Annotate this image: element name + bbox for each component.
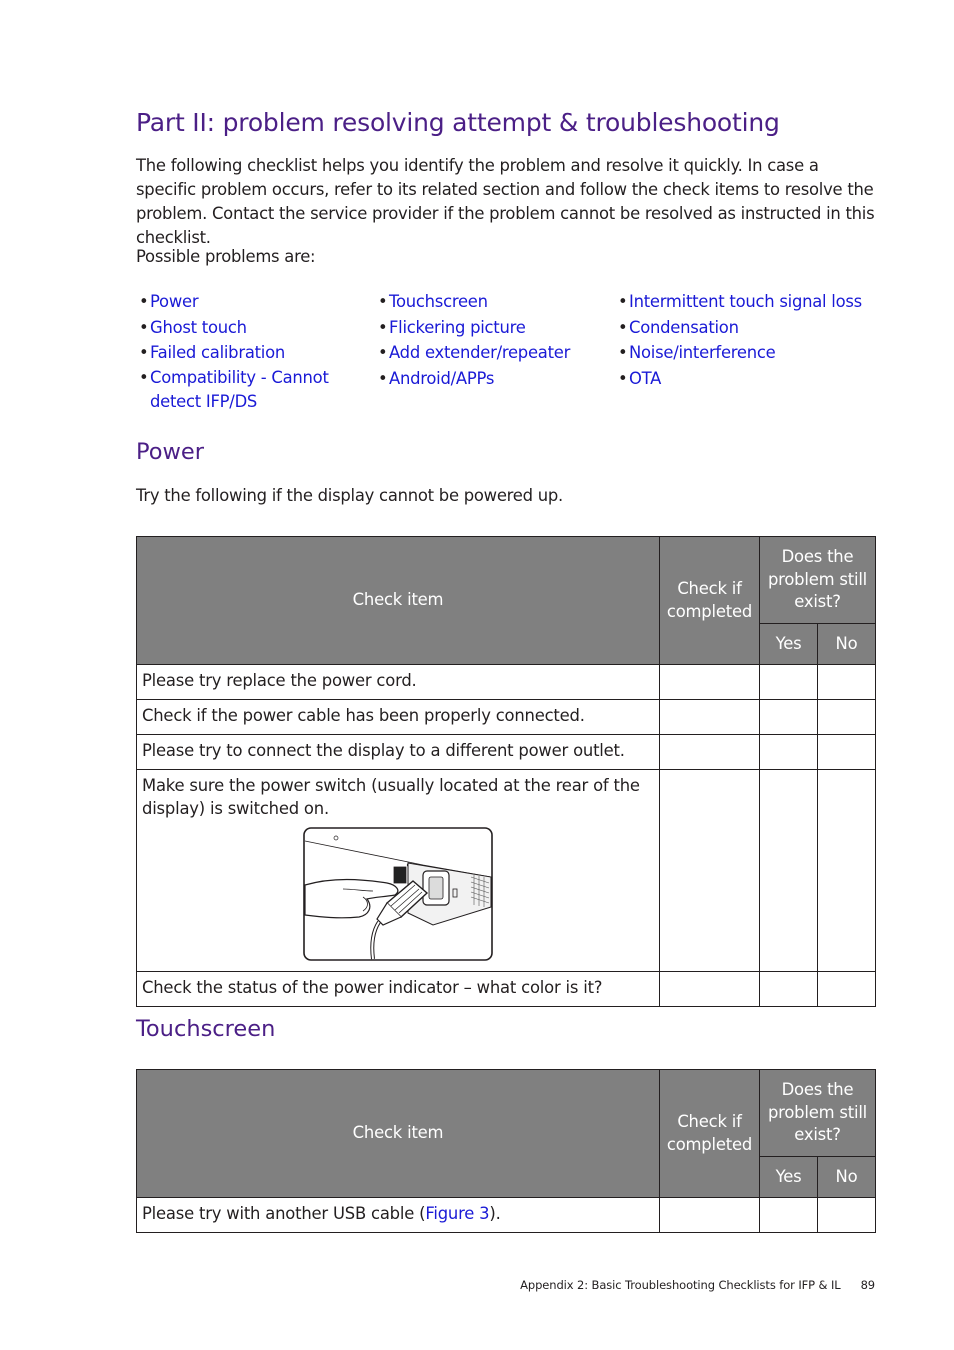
figure-3-link[interactable]: Figure 3 bbox=[425, 1204, 490, 1223]
problem-item bbox=[137, 315, 350, 341]
header-check-item: Check item bbox=[137, 537, 660, 665]
no-cell[interactable] bbox=[818, 770, 876, 972]
link-touchscreen[interactable]: Touchscreen bbox=[389, 292, 488, 311]
link-ghost-touch[interactable]: Ghost touch bbox=[150, 317, 247, 337]
no-cell[interactable] bbox=[818, 1198, 876, 1233]
problem-list-col2 bbox=[376, 289, 570, 391]
problem-item bbox=[376, 289, 570, 315]
table-row bbox=[137, 972, 876, 1007]
check-item-text: Please try with another USB cable ( bbox=[142, 1204, 426, 1223]
problem-list-col1 bbox=[137, 289, 350, 414]
section-title-power: Power bbox=[136, 439, 205, 465]
header-check-completed: Check if completed bbox=[660, 537, 760, 665]
check-completed-cell[interactable] bbox=[660, 665, 760, 700]
problem-item bbox=[137, 366, 350, 414]
no-cell[interactable] bbox=[818, 735, 876, 770]
yes-cell[interactable] bbox=[760, 972, 818, 1007]
header-no: No bbox=[818, 1157, 876, 1198]
no-cell[interactable] bbox=[818, 665, 876, 700]
problem-item bbox=[376, 340, 570, 366]
check-item-text: Please try to connect the display to a different power outlet. bbox=[137, 735, 660, 770]
check-completed-cell[interactable] bbox=[660, 1198, 760, 1233]
problem-item bbox=[137, 340, 350, 366]
yes-cell[interactable] bbox=[760, 665, 818, 700]
check-completed-cell[interactable] bbox=[660, 972, 760, 1007]
check-item-text: Please try replace the power cord. bbox=[137, 665, 660, 700]
problem-list-col3 bbox=[616, 289, 862, 391]
check-completed-cell[interactable] bbox=[660, 735, 760, 770]
intro-paragraph: The following checklist helps you identify the problem and resolve it quickly. In case a specific problem occurs, refer to its related section and follow the check items to resolve the problem. Contact the service provider if the problem cannot be resolved as instructed in this checklist. bbox=[136, 156, 875, 247]
link-add-extender[interactable]: Add extender/repeater bbox=[389, 343, 571, 362]
link-intermittent-touch[interactable]: Intermittent touch signal loss bbox=[629, 292, 862, 311]
header-no: No bbox=[818, 624, 876, 665]
check-item-text-end: ). bbox=[489, 1204, 501, 1223]
table-row bbox=[137, 1198, 876, 1233]
link-android-apps[interactable]: Android/APPs bbox=[389, 368, 495, 388]
check-item-text: Check the status of the power indicator – what color is it? bbox=[137, 972, 660, 1007]
link-ota[interactable]: OTA bbox=[629, 368, 662, 388]
problem-item bbox=[616, 340, 862, 366]
header-check-completed: Check if completed bbox=[660, 1070, 760, 1198]
table-row bbox=[137, 735, 876, 770]
link-noise-interference[interactable]: Noise/interference bbox=[629, 343, 776, 362]
yes-cell[interactable] bbox=[760, 1198, 818, 1233]
yes-cell[interactable] bbox=[760, 770, 818, 972]
link-compatibility[interactable]: Compatibility - Cannot detect IFP/DS bbox=[150, 367, 329, 411]
problem-item bbox=[616, 366, 862, 392]
header-yes: Yes bbox=[760, 1157, 818, 1198]
table-row bbox=[137, 700, 876, 735]
link-failed-calibration[interactable]: Failed calibration bbox=[150, 343, 286, 362]
touchscreen-checklist-table bbox=[136, 1069, 876, 1233]
check-completed-cell[interactable] bbox=[660, 700, 760, 735]
problem-item bbox=[616, 315, 862, 341]
yes-cell[interactable] bbox=[760, 735, 818, 770]
check-item-cell bbox=[137, 770, 660, 972]
footer-text: Appendix 2: Basic Troubleshooting Checklists for IFP & IL bbox=[520, 1278, 841, 1292]
check-completed-cell[interactable] bbox=[660, 770, 760, 972]
header-still-exist: Does the problem still exist? bbox=[760, 537, 876, 624]
page-number: 89 bbox=[860, 1278, 875, 1292]
problem-item bbox=[616, 289, 862, 315]
page-title: Part II: problem resolving attempt & troubleshooting bbox=[136, 108, 780, 137]
problem-item bbox=[376, 315, 570, 341]
header-yes: Yes bbox=[760, 624, 818, 665]
yes-cell[interactable] bbox=[760, 700, 818, 735]
check-item-text: Make sure the power switch (usually located at the rear of the display) is switched on. bbox=[142, 776, 640, 818]
problem-item bbox=[137, 289, 350, 315]
no-cell[interactable] bbox=[818, 700, 876, 735]
link-condensation[interactable]: Condensation bbox=[629, 317, 739, 337]
table-row bbox=[137, 665, 876, 700]
check-item-cell bbox=[137, 1198, 660, 1233]
header-still-exist: Does the problem still exist? bbox=[760, 1070, 876, 1157]
section-title-touchscreen: Touchscreen bbox=[136, 1016, 276, 1042]
power-checklist-table bbox=[136, 536, 876, 1007]
page-footer bbox=[520, 1278, 875, 1292]
header-check-item: Check item bbox=[137, 1070, 660, 1198]
possible-problems-label: Possible problems are: bbox=[136, 247, 316, 266]
link-flickering-picture[interactable]: Flickering picture bbox=[389, 317, 526, 337]
table-row bbox=[137, 770, 876, 972]
check-item-text: Check if the power cable has been properly connected. bbox=[137, 700, 660, 735]
power-switch-illustration bbox=[303, 827, 493, 961]
link-power[interactable]: Power bbox=[150, 292, 199, 311]
no-cell[interactable] bbox=[818, 972, 876, 1007]
power-intro: Try the following if the display cannot be powered up. bbox=[136, 486, 564, 505]
problem-item bbox=[376, 366, 570, 392]
